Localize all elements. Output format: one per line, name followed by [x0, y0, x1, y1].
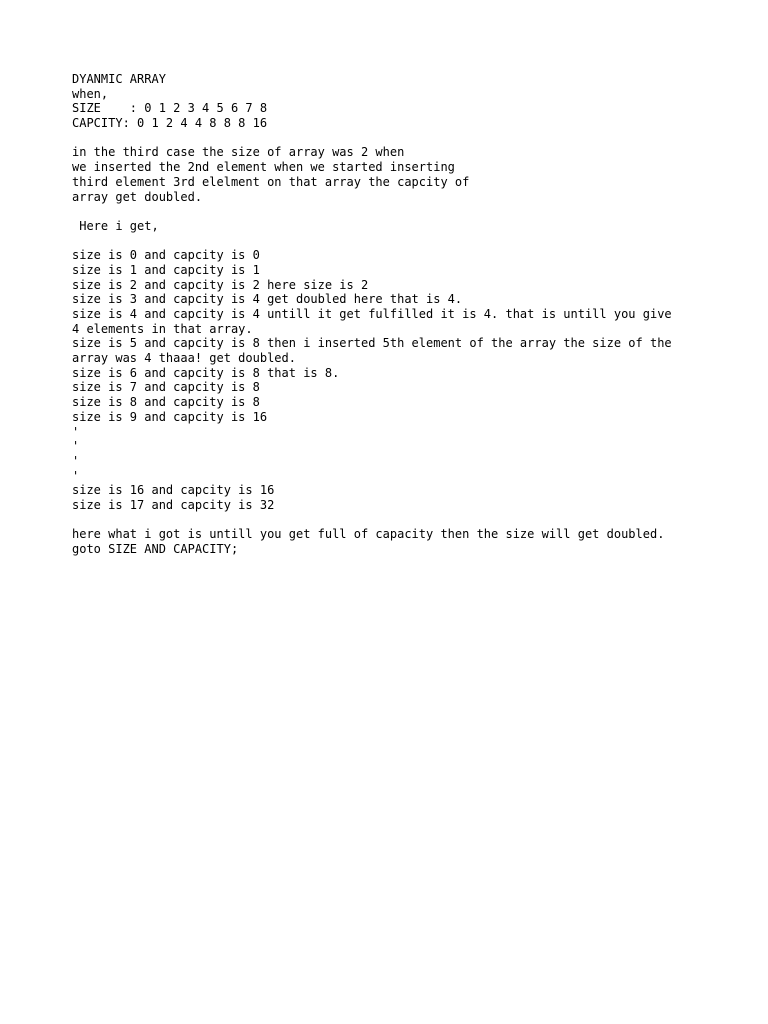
doc-line: in the third case the size of array was 2 when — [72, 145, 405, 160]
doc-line: ' — [72, 453, 80, 468]
doc-line: CAPCITY: 0 1 2 4 4 8 8 8 16 — [72, 116, 268, 131]
doc-line: when, — [72, 86, 109, 101]
doc-line: size is 17 and capcity is 32 — [72, 497, 275, 512]
doc-line: size is 3 and capcity is 4 get doubled here that is 4. — [72, 292, 463, 307]
doc-line: Here i get, — [72, 218, 159, 233]
doc-line: ' — [72, 468, 80, 483]
doc-line: ' — [72, 424, 80, 439]
doc-line: SIZE : 0 1 2 3 4 5 6 7 8 — [72, 101, 268, 116]
doc-line: size is 1 and capcity is 1 — [72, 262, 260, 277]
doc-line: size is 4 and capcity is 4 untill it get fulfilled it is 4. that is untill you give — [72, 307, 672, 321]
doc-line: size is 0 and capcity is 0 — [72, 248, 260, 263]
doc-line: third element 3rd elelment on that array the capcity of — [72, 174, 470, 189]
doc-line: ' — [72, 439, 80, 454]
doc-line: array was 4 thaaa! get doubled. — [72, 351, 296, 366]
doc-line: here what i got is untill you get full of capacity then the size will get doubled. — [72, 527, 665, 542]
doc-line — [72, 234, 712, 249]
doc-line: goto SIZE AND CAPACITY; — [72, 542, 239, 556]
doc-line: 4 elements in that array. — [72, 321, 253, 336]
doc-line: we inserted the 2nd element when we started inserting — [72, 160, 455, 175]
document-page — [72, 72, 712, 557]
doc-line: DYANMIC ARRAY — [72, 72, 166, 86]
doc-line — [72, 204, 712, 219]
doc-line — [72, 131, 712, 146]
doc-line — [72, 513, 712, 528]
doc-line: array get doubled. — [72, 189, 203, 204]
doc-line: size is 9 and capcity is 16 — [72, 409, 268, 424]
doc-line: size is 16 and capcity is 16 — [72, 483, 275, 498]
doc-line: size is 8 and capcity is 8 — [72, 395, 260, 410]
doc-line: size is 2 and capcity is 2 here size is 2 — [72, 277, 369, 292]
doc-line: size is 7 and capcity is 8 — [72, 380, 260, 395]
doc-line: size is 5 and capcity is 8 then i inserted 5th element of the array the size of the — [72, 336, 672, 351]
doc-line: size is 6 and capcity is 8 that is 8. — [72, 365, 340, 380]
